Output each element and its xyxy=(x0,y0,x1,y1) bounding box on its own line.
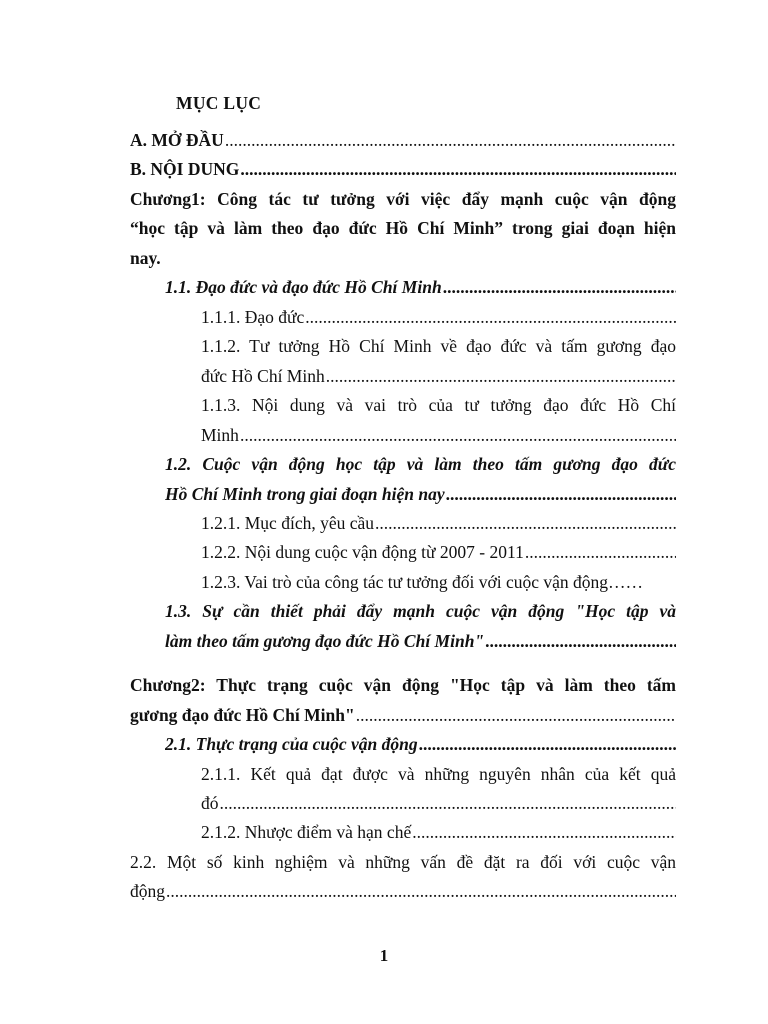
toc-entry-2-1-1-line2: đó ..... xyxy=(201,792,676,814)
toc-entry-1-2-1: 1.2.1. Mục đích, yêu cầu ..... xyxy=(201,512,676,534)
toc-entry-1-3-line2: làm theo tấm gương đạo đức Hồ Chí Minh" ..... xyxy=(165,630,676,652)
toc-entry-chuong1-line3: nay. xyxy=(130,248,161,268)
toc-entry-noi-dung: B. NỘI DUNG ..... xyxy=(130,158,676,180)
toc-title: MỤC LỤC xyxy=(176,93,262,113)
toc-entry-2-2-line1: 2.2. Một số kinh nghiệm và những vấn đề đặt ra đối với cuộc vận xyxy=(130,852,676,872)
toc-entry-1-1-3-line1: 1.1.3. Nội dung và vai trò của tư tưởng đạo đức Hồ Chí xyxy=(201,395,676,415)
toc-entry-1-2-line1: 1.2. Cuộc vận động học tập và làm theo tấm gương đạo đức xyxy=(165,454,676,474)
toc-entry-1-2-line2: Hồ Chí Minh trong giai đoạn hiện nay ..... xyxy=(165,483,676,505)
toc-entry-2-1: 2.1. Thực trạng của cuộc vận động ..... xyxy=(165,733,676,755)
toc-entry-1-2-2: 1.2.2. Nội dung cuộc vận động từ 2007 - 2011 ..... xyxy=(201,541,676,563)
toc-entry-1-3-line1: 1.3. Sự cần thiết phải đẩy mạnh cuộc vận động "Học tập và xyxy=(165,601,676,621)
toc-entry-1-1-3-line2: Minh ..... xyxy=(201,424,676,446)
toc-entry-mo-dau: A. MỞ ĐẦU ..... xyxy=(130,129,676,151)
toc-entry-2-1-2: 2.1.2. Nhược điểm và hạn chế ..... xyxy=(201,821,676,843)
toc-entry-chuong2-line1: Chương2: Thực trạng cuộc vận động "Học tập và làm theo tấm xyxy=(130,675,676,695)
page-number: 1 xyxy=(379,946,389,965)
toc-entry-1-1-2-line1: 1.1.2. Tư tưởng Hồ Chí Minh về đạo đức và tấm gương đạo xyxy=(201,336,676,356)
toc-entry-2-2-line2: động ..... xyxy=(130,880,676,902)
toc-entry-1-2-3: 1.2.3. Vai trò của công tác tư tưởng đối với cuộc vận động…… xyxy=(201,572,644,592)
toc-entry-1-1-2-line2: đức Hồ Chí Minh ..... xyxy=(201,365,676,387)
toc-entry-chuong2-line2: gương đạo đức Hồ Chí Minh" ..... xyxy=(130,704,676,726)
toc-entry-2-1-1-line1: 2.1.1. Kết quả đạt được và những nguyên nhân của kết quả xyxy=(201,764,676,784)
toc-entry-1-1: 1.1. Đạo đức và đạo đức Hồ Chí Minh ..... xyxy=(165,276,676,298)
toc-entry-chuong1-line2: “học tập và làm theo đạo đức Hồ Chí Minh” trong giai đoạn hiện xyxy=(130,218,676,238)
toc-entry-1-1-1: 1.1.1. Đạo đức ..... xyxy=(201,306,676,328)
toc-entry-chuong1-line1: Chương1: Công tác tư tưởng với việc đẩy mạnh cuộc vận động xyxy=(130,189,676,209)
